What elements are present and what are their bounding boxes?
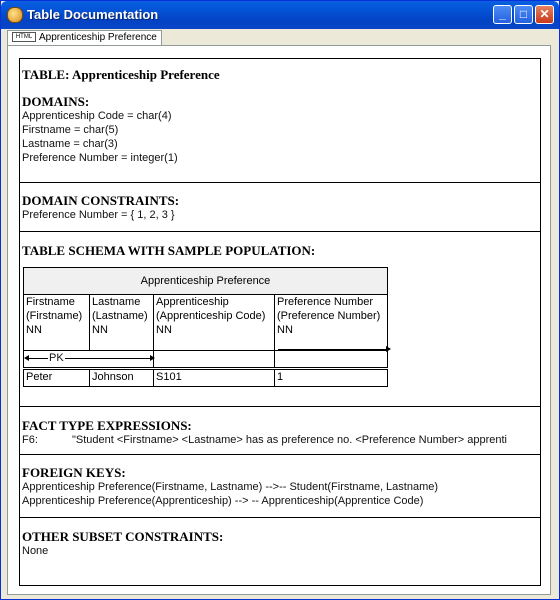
column-header <box>90 295 154 351</box>
column-role: (Apprenticeship Code) <box>156 310 266 322</box>
pk-cell <box>90 351 154 369</box>
pk-label: PK <box>49 352 64 364</box>
column-name: Lastname <box>92 296 141 308</box>
column-role: (Firstname) <box>26 310 83 322</box>
column-header <box>154 295 275 351</box>
title-bar[interactable] <box>1 1 559 29</box>
documentation-content <box>19 58 541 586</box>
data-cell: S101 <box>154 369 275 387</box>
fact-type-text: "Student <Firstname> <Lastname> has as preference no. <Preference Number> apprenti <box>72 434 507 446</box>
html-file-icon: HTML <box>12 32 36 42</box>
fact-type-line <box>22 433 538 447</box>
uniqueness-arrow-right <box>386 346 391 352</box>
app-icon <box>7 7 23 23</box>
domain-line: Firstname = char(5) <box>22 124 119 136</box>
schema-table <box>23 267 388 387</box>
pk-spacer-cell <box>275 351 388 369</box>
table-title: TABLE: Apprenticeship Preference <box>22 67 220 82</box>
column-name: Preference Number <box>277 296 373 308</box>
schema-heading: TABLE SCHEMA WITH SAMPLE POPULATION: <box>22 243 316 258</box>
uniqueness-arrow-line <box>278 349 386 350</box>
section-foreign-keys <box>20 455 540 518</box>
pk-spacer-cell <box>154 351 275 369</box>
domain-line: Preference Number = integer(1) <box>22 152 178 164</box>
other-constraint-line: None <box>22 545 49 557</box>
domain-line: Apprenticeship Code = char(4) <box>22 110 172 122</box>
data-cell: Peter <box>24 369 90 387</box>
column-role: (Preference Number) <box>277 310 381 322</box>
pk-arrow-line <box>28 358 152 359</box>
other-constraints-heading: OTHER SUBSET CONSTRAINTS: <box>22 529 224 544</box>
pk-arrow-right <box>150 355 155 361</box>
close-button[interactable]: ✕ <box>535 5 554 24</box>
domain-line: Lastname = char(3) <box>22 138 118 150</box>
minimize-button[interactable]: _ <box>493 5 512 24</box>
pk-arrow-left <box>24 355 29 361</box>
schema-table-name: Apprenticeship Preference <box>24 268 388 295</box>
column-nn: NN <box>92 324 108 336</box>
tab-apprenticeship-preference[interactable] <box>7 30 162 46</box>
domain-constraints-heading: DOMAIN CONSTRAINTS: <box>22 193 180 208</box>
column-role: (Lastname) <box>92 310 148 322</box>
data-cell: Johnson <box>90 369 154 387</box>
maximize-button[interactable]: □ <box>514 5 533 24</box>
section-domain-constraints <box>20 183 540 232</box>
column-header <box>24 295 90 351</box>
column-nn: NN <box>26 324 42 336</box>
column-nn: NN <box>277 324 293 336</box>
column-header <box>275 295 388 351</box>
foreign-key-line: Apprenticeship Preference(Firstname, Lastname) -->-- Student(Firstname, Lastname) <box>22 481 439 493</box>
domain-constraint-line: Preference Number = { 1, 2, 3 } <box>22 209 175 221</box>
column-nn: NN <box>156 324 172 336</box>
section-table-schema <box>20 232 540 407</box>
column-name: Firstname <box>26 296 75 308</box>
foreign-keys-heading: FOREIGN KEYS: <box>22 465 126 480</box>
section-fact-types <box>20 407 540 455</box>
fact-types-heading: FACT TYPE EXPRESSIONS: <box>22 418 192 433</box>
section-table-domains <box>20 59 540 183</box>
domains-heading: DOMAINS: <box>22 94 90 109</box>
data-cell: 1 <box>275 369 388 387</box>
foreign-key-line: Apprenticeship Preference(Apprenticeship) --> -- Apprenticeship(Apprentice Code) <box>22 495 424 507</box>
fact-type-id: F6: <box>22 434 38 446</box>
tab-label: Apprenticeship Preference <box>39 32 157 43</box>
section-other-constraints <box>20 518 540 585</box>
column-name: Apprenticeship <box>156 296 229 308</box>
window-title: Table Documentation <box>27 7 159 22</box>
